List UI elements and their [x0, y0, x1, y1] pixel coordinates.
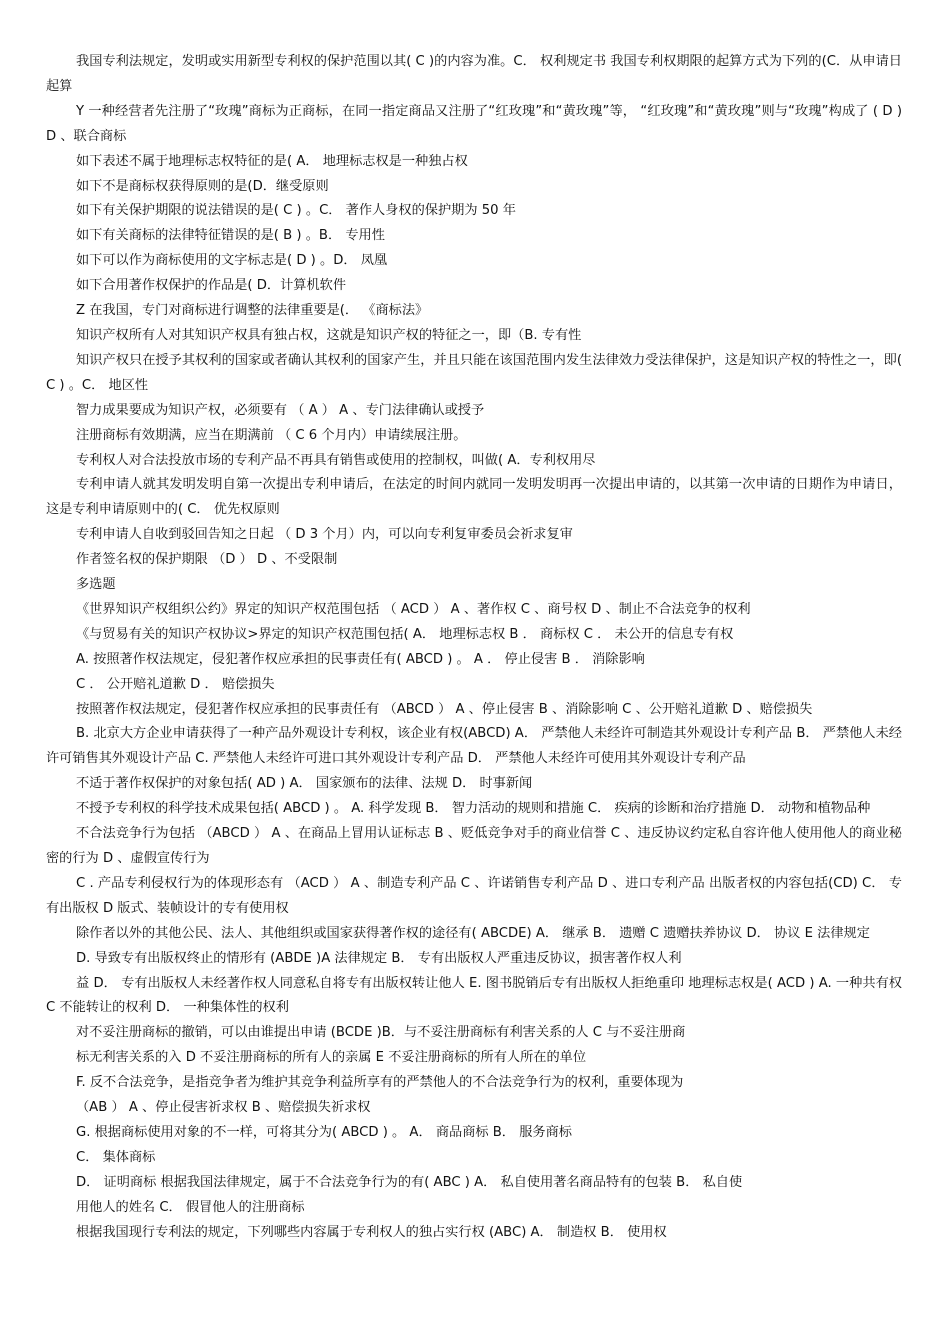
paragraph: G. 根据商标使用对象的不一样，可将其分为( ABCD ) 。 A． 商品商标 B． 服务商标 — [76, 1124, 572, 1140]
paragraph: 根据我国现行专利法的规定，下列哪些内容属于专利权人的独占实行权 (ABC) A． 制造权 B． 使用权 — [76, 1224, 667, 1240]
paragraph: 按照著作权法规定，侵犯著作权应承担的民事责任有 （ABCD ） A 、停止侵害 B 、消除影响 C 、公开赔礼道歉 D 、赔偿损失 — [76, 701, 813, 717]
paragraph: 如下合用著作权保护的作品是( D．计算机软件 — [76, 278, 347, 294]
paragraph: B. 北京大方企业申请获得了一种产品外观设计专利权，该企业有权(ABCD) A． 严禁他人未经许可制造其外观设计专利产品 B． 严禁他人未经许可销售其外观设计产品 C. 严禁他人未经许可进口其外观设计专利产品 D． 严禁他人未经许可使用其外观设计专利产品 — [46, 726, 902, 767]
paragraph: A. 按照著作权法规定，侵犯著作权应承担的民事责任有( ABCD ) 。 A ． 停止侵害 B ． 消除影响 — [76, 651, 645, 667]
section-heading: 多选题 — [76, 577, 116, 593]
paragraph: 不适于著作权保护的对象包括( AD ) A． 国家颁布的法律、法规 D． 时事新闻 — [76, 776, 533, 792]
paragraph: D. 导致专有出版权终止的情形有 (ABDE )A 法律规定 B． 专有出版权人严重违反协议，损害著作权人利 — [76, 950, 682, 966]
paragraph: 如下可以作为商标使用的文字标志是( D ) 。D． 凤凰 — [76, 253, 388, 269]
paragraph: 不授予专利权的科学技术成果包括( ABCD ) 。 A. 科学发现 B． 智力活动的规则和措施 C． 疾病的诊断和治疗措施 D． 动物和植物品种 — [76, 801, 871, 817]
paragraph: 注册商标有效期满，应当在期满前 （ C 6 个月内）申请续展注册。 — [76, 427, 467, 443]
paragraph: 《与贸易有关的知识产权协议>界定的知识产权范围包括( A． 地理标志权 B ． 商标权 C ． 未公开的信息专有权 — [76, 626, 734, 642]
paragraph: 专利权人对合法投放市场的专利产品不再具有销售或使用的控制权，叫做( A．专利权用尽 — [76, 452, 596, 468]
paragraph: 作者签名权的保护期限 （D ） D 、不受限制 — [76, 552, 338, 568]
paragraph: C . 产品专利侵权行为的体现形态有 （ACD ） A 、制造专利产品 C 、许诺销售专利产品 D 、进口专利产品 出版者权的内容包括(CD) C． 专有出版权 D 版式、装帧设计的专有使用权 — [46, 875, 902, 916]
paragraph: 专利申请人就其发明发明自第一次提出专利申请后，在法定的时间内就同一发明发明再一次提出申请的，以其第一次申请的日期作为申请日，这是专利申请原则中的( C． 优先权原则 — [46, 477, 902, 518]
paragraph: 如下有关商标的法律特征错误的是( B ) 。B． 专用性 — [76, 228, 385, 244]
paragraph: 用他人的姓名 C． 假冒他人的注册商标 — [76, 1199, 305, 1215]
paragraph: 标无利害关系的入 D 不妥注册商标的所有人的亲属 E 不妥注册商标的所有人所在的单位 — [76, 1050, 587, 1066]
paragraph: 益 D． 专有出版权人未经著作权人同意私自将专有出版权转让他人 E. 图书脱销后专有出版权人拒绝重印 地理标志权是( ACD ) A. 一种共有权 C 不能转让的权利 D． 一种集体性的权利 — [46, 975, 902, 1016]
paragraph: 我国专利法规定，发明或实用新型专利权的保护范围以其( C )的内容为准。C． 权利规定书 我国专利权期限的起算方式为下列的(C．从申请日起算 — [46, 54, 902, 94]
paragraph: 知识产权所有人对其知识产权具有独占权，这就是知识产权的特征之一，即（B. 专有性 — [76, 327, 582, 343]
paragraph: 除作者以外的其他公民、法人、其他组织或国家获得著作权的途径有( ABCDE) A． 继承 B． 遗赠 C 遗赠扶养协议 D． 协议 E 法律规定 — [76, 925, 870, 941]
paragraph: 智力成果要成为知识产权，必须要有 （ A ） A 、专门法律确认或授予 — [76, 402, 485, 418]
paragraph: 不合法竞争行为包括 （ABCD ） A 、在商品上冒用认证标志 B 、贬低竞争对手的商业信誉 C 、违反协议约定私自容许他人使用他人的商业秘密的行为 D 、虚假宣传行为 — [46, 826, 902, 866]
paragraph: 如下表述不属于地理标志权特征的是( A． 地理标志权是一种独占权 — [76, 153, 468, 169]
paragraph: C． 集体商标 — [76, 1149, 156, 1165]
paragraph: （AB ） A 、停止侵害祈求权 B 、赔偿损失祈求权 — [76, 1100, 371, 1116]
paragraph: Y 一种经营者先注册了“玫瑰”商标为正商标，在同一指定商品又注册了“红玫瑰”和“黄玫瑰”等， “红玫瑰”和“黄玫瑰”则与“玫瑰”构成了 ( D ) D 、联合商标 — [46, 103, 902, 144]
paragraph: 《世界知识产权组织公约》界定的知识产权范围包括 （ ACD ） A 、著作权 C 、商号权 D 、制止不合法竞争的权利 — [76, 601, 751, 617]
paragraph: 如下不是商标权获得原则的是(D．继受原则 — [76, 178, 329, 194]
paragraph: D． 证明商标 根据我国法律规定，属于不合法竞争行为的有( ABC ) A． 私自使用著名商品特有的包装 B． 私自使 — [76, 1174, 743, 1190]
paragraph: 专利申请人自收到驳回告知之日起 （ D 3 个月）内，可以向专利复审委员会祈求复审 — [76, 527, 573, 543]
paragraph: Z 在我国，专门对商标进行调整的法律重要是(． 《商标法》 — [76, 303, 429, 319]
paragraph: 对不妥注册商标的撤销，可以由谁提出申请 (BCDE )B．与不妥注册商标有利害关系的人 C 与不妥注册商 — [76, 1025, 686, 1041]
paragraph: 如下有关保护期限的说法错误的是( C ) 。C． 著作人身权的保护期为 50 年 — [76, 203, 516, 219]
paragraph: 知识产权只在授予其权利的国家或者确认其权利的国家产生，并且只能在该国范围内发生法律效力受法律保护，这是知识产权的特性之一，即( C ) 。C． 地区性 — [46, 352, 902, 393]
paragraph: C ． 公开赔礼道歉 D ． 赔偿损失 — [76, 676, 275, 692]
paragraph: F. 反不合法竞争，是指竞争者为维护其竞争利益所享有的严禁他人的不合法竞争行为的权利，重要体现为 — [76, 1075, 684, 1091]
